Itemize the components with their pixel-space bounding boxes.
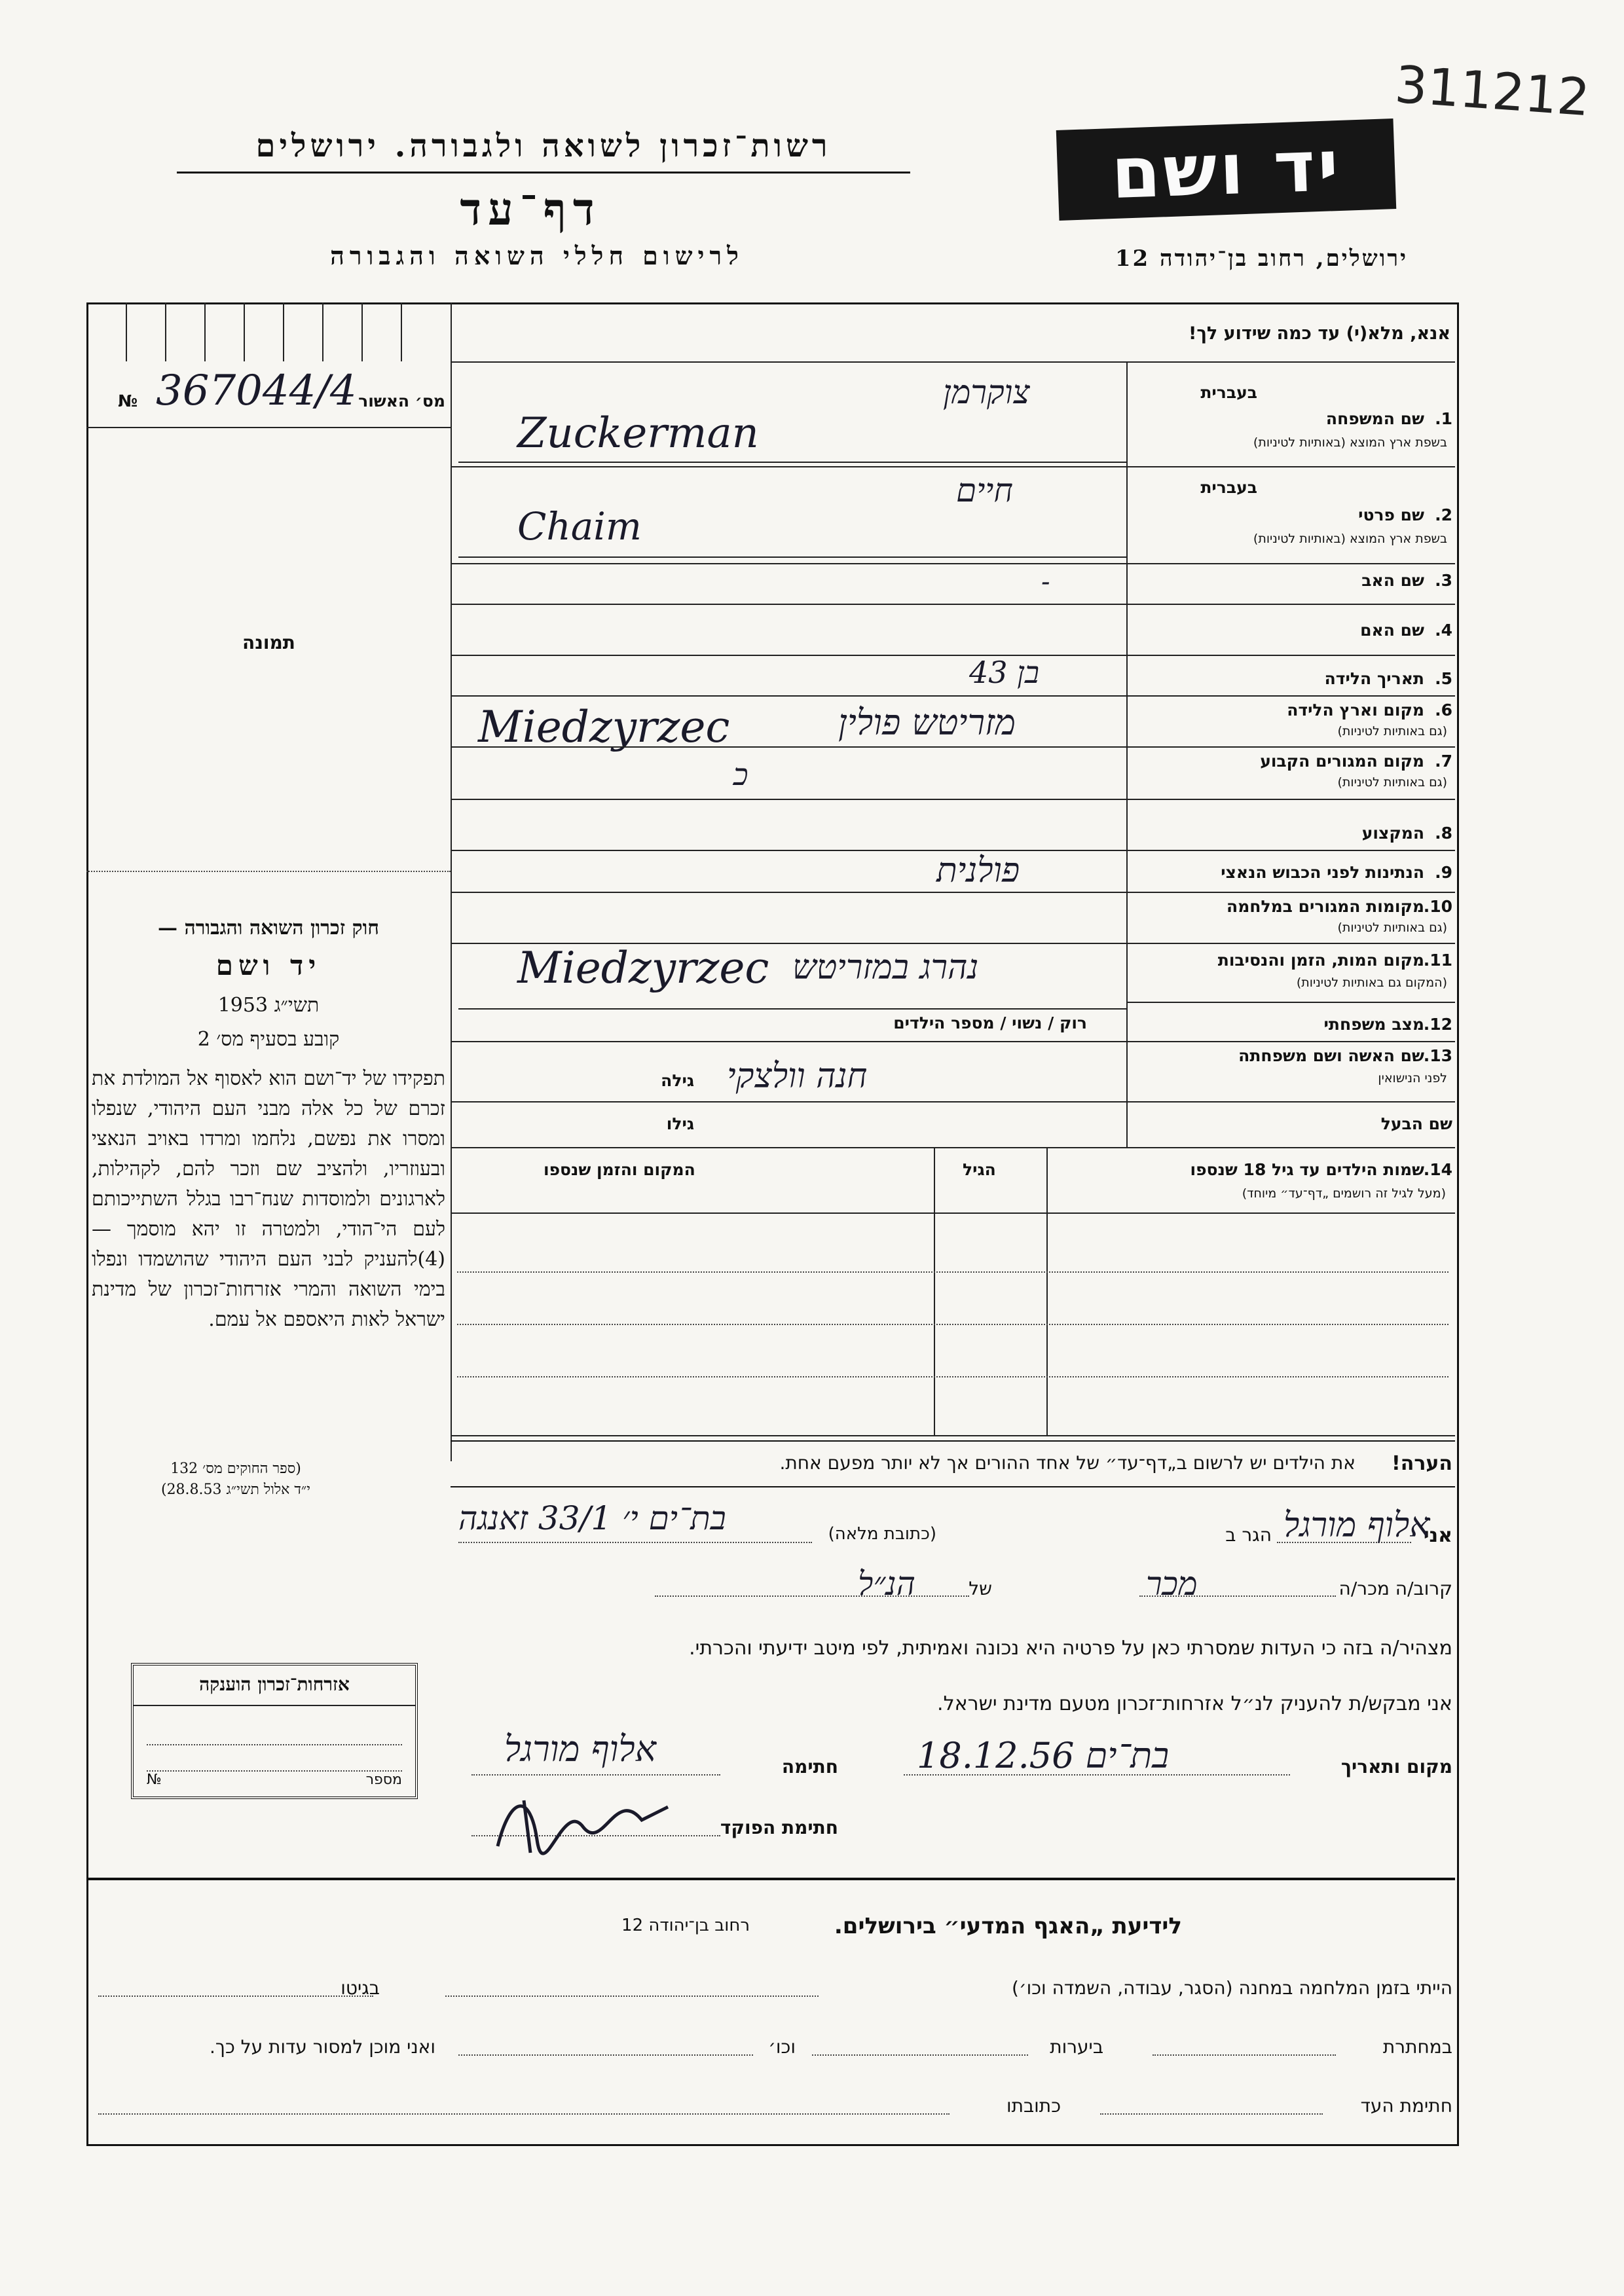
- address-value: בת־ים י׳ 33/1 זאנגה: [458, 1499, 726, 1537]
- label-column-divider: [1126, 361, 1128, 1147]
- footer-separator: [86, 1878, 1455, 1880]
- footer-line2-c: וכו׳: [768, 2036, 796, 2058]
- field-7-value: כ: [733, 757, 748, 792]
- field-12-label: מצב משפחתי: [1323, 1015, 1424, 1034]
- relative-label: קרוב/ה מכר/ה: [1338, 1578, 1452, 1599]
- field-1-label: שם המשפחה: [1325, 409, 1424, 428]
- instruction-underline: [451, 361, 1455, 363]
- photo-label: תמונה: [242, 632, 295, 653]
- officer-signature-label: חתימת הפוקד: [720, 1817, 838, 1838]
- field-5-num: 5.: [1435, 669, 1452, 688]
- children-place-col: המקום והזמן שנספו: [544, 1160, 695, 1179]
- field-10-sub: (גם באותיות לטיניות): [1337, 920, 1447, 935]
- law-body: תפקידו של יד־ושם הוא לאסוף אל המולדת את זכרם של כל אלה מבני העם היהודי, שנפלו ומסרו את נפשם, נלחמו ומרדו באויב הנאצי ובעוזריו, ולהציב שם וזכר להם, לקהילות, לארגונים ולמוסדות שנח־רבו בגלל השתייכותם לעם הי־הודי, ולמטרה זו יהא מוסמך — (4)להעניק לבני העם היהודי שהושמדו ונפלו בימי השואה והמרי אזרחות־זכרון של מדינת ישראל לאות היאספם אל עמם.: [92, 1067, 445, 1331]
- children-title: שמות הילדים עד גיל 18 שנספו: [1190, 1160, 1424, 1179]
- field-13-value: חנה וולצקי: [727, 1057, 868, 1096]
- law-source: (ספר החוקים מס׳ 132: [170, 1461, 301, 1477]
- law-date: י״ד אלול תשי״ג 28.8.53): [160, 1482, 311, 1498]
- approval-line: [86, 427, 451, 428]
- field-12-num: 12.: [1423, 1015, 1452, 1034]
- form-instruction: אנא, מלא(י) עד כמה שידוע לך!: [1189, 323, 1450, 344]
- approval-number: 367044/4: [156, 367, 357, 415]
- field-11-label: מקום המות, הזמן והנסיבות: [1217, 951, 1424, 970]
- field-6-value: מזריטש פולין: [838, 702, 1016, 743]
- form-subtitle: לרישום חללי השואה והגבורה: [330, 241, 744, 270]
- field-7-label: מקום המגורים הקבוע: [1260, 752, 1424, 771]
- resident-label: הגר ב: [1225, 1524, 1272, 1546]
- marital-options: רוק / נשוי / מספר הילדים: [893, 1013, 1087, 1032]
- footer-line2-d: ואני מוכן למסור עדות על כך.: [210, 2036, 435, 2058]
- field-1-sub: בשפת ארץ המוצא (באותיות לטיניות): [1253, 435, 1447, 450]
- footer-line1-a: הייתי בזמן המלחמה במחנה (הסגר, עבודה, השמדה וכו׳): [1012, 1977, 1452, 1999]
- in-hebrew-label-1: בעברית: [1200, 383, 1257, 402]
- field-2-sub: בשפת ארץ המוצא (באותיות לטיניות): [1253, 532, 1447, 546]
- citizenship-box: [131, 1663, 418, 1799]
- of-value: הנ״ל: [858, 1565, 915, 1603]
- field-1-latin-value: Zuckerman: [517, 409, 759, 458]
- age-label-female: גילה: [661, 1071, 694, 1090]
- children-num: 14.: [1423, 1160, 1452, 1179]
- remark-label: הערה!: [1392, 1452, 1452, 1475]
- field-6-label: מקום וארץ הלידה: [1287, 701, 1424, 720]
- form-title: דף־עד: [460, 183, 601, 236]
- field-10-num: 10.: [1423, 897, 1452, 916]
- field-2-num: 2.: [1435, 505, 1452, 524]
- citizenship-title: אזרחות־זכרון הוענקה: [199, 1673, 350, 1695]
- field-1-num: 1.: [1435, 409, 1452, 428]
- full-address-label: (כתובת מלאה): [828, 1524, 936, 1544]
- field-9-value: פולנית: [936, 851, 1020, 890]
- of-label: של: [969, 1578, 992, 1599]
- field-2-latin-value: Chaim: [517, 504, 642, 549]
- field-5-value: בן 43: [969, 655, 1040, 690]
- field-2-label: שם פרטי: [1358, 505, 1424, 524]
- field-1-hebrew-value: צוקרמן: [943, 373, 1030, 411]
- declarant-signature: אלוף מורגל: [504, 1728, 657, 1770]
- field-3-label: שם האב: [1361, 571, 1424, 590]
- field-3-value: -: [1041, 567, 1050, 597]
- declaration-i-label: אני: [1423, 1524, 1452, 1547]
- age-label-male: גילו: [666, 1114, 694, 1133]
- archive-number: 311212: [1393, 55, 1592, 128]
- field-11-num: 11.: [1423, 951, 1452, 970]
- footer-line3-b: כתובתו: [1006, 2095, 1061, 2117]
- field-9-num: 9.: [1435, 863, 1452, 882]
- field-5-label: תאריך הלידה: [1324, 669, 1424, 688]
- field-7-num: 7.: [1435, 752, 1452, 771]
- field-13-label: שם האשה ושם משפחתה: [1238, 1046, 1424, 1065]
- children-note: (מעל לגיל זה רושמים „דף־עד״ מיוחד): [1242, 1186, 1446, 1201]
- field-4-num: 4.: [1435, 621, 1452, 640]
- field-13-num: 13.: [1423, 1046, 1452, 1065]
- law-title: חוק זכרון השואה והגבורה —: [158, 917, 379, 939]
- place-date-label: מקום ותאריך: [1340, 1756, 1452, 1777]
- citizenship-number-label: מספר: [365, 1772, 402, 1788]
- citizenship-no-sign: №: [147, 1772, 162, 1788]
- law-section: קובע בסעיף מס׳ 2: [197, 1028, 340, 1051]
- field-7-sub: (גם באותיות לטיניות): [1337, 775, 1447, 790]
- signature-label: חתימה: [781, 1756, 838, 1777]
- in-hebrew-label-2: בעברית: [1200, 478, 1257, 497]
- logo-text: יד ושם: [1109, 124, 1343, 215]
- footer-line2-a: במחתרת: [1382, 2036, 1452, 2058]
- field-2-hebrew-value: חיים: [956, 471, 1014, 509]
- header-address: ירושלים, רחוב בן־יהודה 12: [1115, 246, 1408, 272]
- declarant-name: אלוף מורגל: [1283, 1506, 1430, 1545]
- husband-label: שם הבעל: [1380, 1114, 1452, 1133]
- field-3-num: 3.: [1435, 571, 1452, 590]
- footer-title: לידיעת „האגף המדעי״ בירושלים.: [834, 1913, 1182, 1939]
- photo-bottom-line: [86, 871, 451, 872]
- place-date-value: בת־ים 18.12.56: [917, 1735, 1170, 1776]
- remark-text: את הילדים יש לרשום ב„דף־עד״ של אחד ההורים אך לא יותר מפעם אחת.: [779, 1452, 1356, 1474]
- field-8-label: המקצוע: [1361, 824, 1424, 843]
- field-11-sub: (המקום גם באותיות לטיניות): [1296, 975, 1447, 990]
- field-10-label: מקומות המגורים במלחמה: [1227, 897, 1424, 916]
- field-8-num: 8.: [1435, 824, 1452, 843]
- footer-line3-a: חתימת העד: [1360, 2095, 1452, 2117]
- footer-line1-b: בגיטו: [341, 1977, 380, 1999]
- children-age-col: הגיל: [963, 1160, 996, 1179]
- approval-ticks: [86, 302, 451, 361]
- law-name: יד ושם: [215, 949, 322, 981]
- footer-address: רחוב בן־יהודה 12: [621, 1916, 750, 1935]
- field-4-label: שם האם: [1360, 621, 1424, 640]
- field-11-value: נהרג במזריטש: [792, 948, 979, 987]
- yad-vashem-logo: [1056, 118, 1397, 221]
- approval-label: מס׳ האשור: [358, 392, 445, 410]
- approval-no-sign: №: [118, 392, 138, 410]
- request-text: אני מבקש/ת להעניק לנ״ל אזרחות־זכרון מטעם מדינת ישראל.: [937, 1692, 1452, 1715]
- field-6-num: 6.: [1435, 701, 1452, 720]
- field-6-sub: (גם באותיות לטיניות): [1337, 724, 1447, 738]
- field-11-latin-value: Miedzyrzec: [517, 943, 769, 993]
- field-6-latin-value: Miedzyrzec: [478, 702, 730, 752]
- law-year: תשי״ג 1953: [217, 994, 320, 1017]
- relation-value: מכר: [1146, 1565, 1198, 1603]
- field-13-sub: לפני הנישואין: [1378, 1071, 1447, 1085]
- footer-line2-b: ביערות: [1050, 2036, 1103, 2058]
- declare-text: מצהיר/ה בזה כי העדות שמסרתי כאן על פרטיה היא נכונה ואמיתית, לפי מיטב ידיעתי והכרתי.: [689, 1637, 1452, 1660]
- institution-name: רשות־זכרון לשואה ולגבורה. ירושלים: [255, 128, 832, 164]
- officer-signature: [485, 1781, 681, 1859]
- institution-underline: [177, 172, 910, 173]
- field-9-label: הנתינות לפני הכבוש הנאצי: [1221, 863, 1424, 882]
